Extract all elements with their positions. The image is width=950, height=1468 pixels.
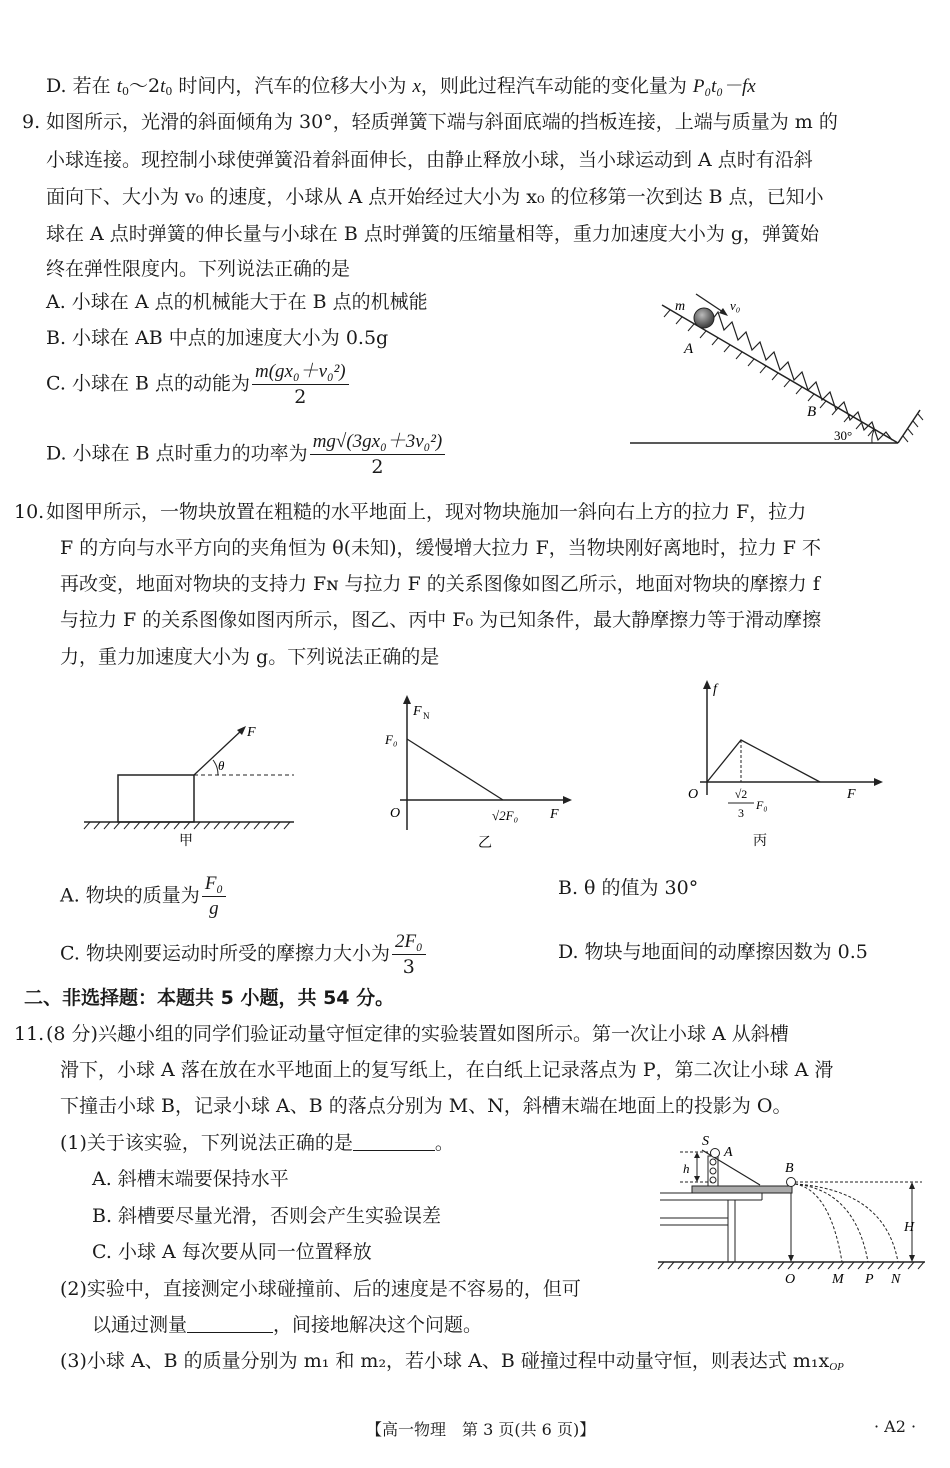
q8-d-expr: P₀t₀－fx (692, 76, 756, 97)
q8-d-x: x (412, 76, 421, 97)
bing-x-tick-den: 3 (738, 806, 744, 820)
q11-part2-pre: 以通过测量 (92, 1314, 188, 1336)
bing-x-label: F (847, 787, 856, 802)
q9-stem-line: 终在弹性限度内。下列说法正确的是 (46, 258, 351, 280)
q10-option-a[interactable] (60, 872, 228, 921)
q11-part2-line1: (2)实验中，直接测定小球碰撞前、后的速度是不容易的，但可 (60, 1278, 581, 1300)
q9-fig-v0-label: v₀ (730, 298, 741, 313)
q10-option-b[interactable]: B. θ 的值为 30° (558, 877, 699, 899)
q8-d-t0: t (116, 76, 122, 97)
q9-d-text: D. 小球在 B 点时重力的功率为 (46, 442, 308, 465)
q10-option-d[interactable]: D. 物块与地面间的动摩擦因数为 0.5 (558, 941, 868, 963)
q11-part1-prompt: (1)关于该实验，下列说法正确的是 (60, 1132, 353, 1154)
q11-part1-answer-blank[interactable] (353, 1132, 435, 1151)
q8-d-prefix: D. 若在 (46, 75, 117, 97)
q9-c-numerator: m(gx₀＋v₀²) (252, 360, 349, 385)
yi-y-label: F (413, 704, 422, 719)
bing-x-tick-suffix: F₀ (756, 798, 768, 812)
fig-H-label: H (904, 1220, 915, 1235)
q9-fig-b-label: B (807, 404, 817, 420)
q8-option-d: D. 若在 $t_0\sim 2t_0$ 时间内，汽车的位移大小为 x，则此过程汽车动能的变化量为 P₀t₀－fx (46, 75, 756, 98)
q9-c-denominator: 2 (294, 386, 307, 408)
q10-option-c[interactable] (60, 930, 428, 979)
q9-incline-figure (620, 290, 950, 460)
q9-d-denominator: 2 (371, 456, 384, 478)
q11-apparatus-figure (650, 1120, 950, 1295)
yi-x-tick: √2F₀ (492, 808, 519, 823)
fig-o-label: O (785, 1272, 796, 1287)
fig-a-label: A (724, 1145, 733, 1160)
fig-n-label: N (891, 1272, 901, 1287)
bing-x-tick-num: √2 (734, 787, 748, 801)
q10-a-text: A. 物块的质量为 (60, 884, 200, 907)
q9-option-b[interactable]: B. 小球在 AB 中点的加速度大小为 0.5g (46, 327, 389, 349)
section2-title: 二、非选择题：本题共 5 小题，共 54 分。 (24, 987, 395, 1009)
yi-y-tick: F₀ (385, 732, 398, 747)
q9-stem-line: 如图所示，光滑的斜面倾角为 30°，轻质弹簧下端与斜面底端的挡板连接，上端与质量为 m 的 (46, 111, 838, 133)
q9-fig-m-label: m (675, 299, 686, 314)
q10-stem-line: 再改变，地面对物块的支持力 Fɴ 与拉力 F 的关系图像如图乙所示，地面对物块的摩擦力 f (60, 573, 820, 595)
q10-a-numerator: F₀ (202, 872, 226, 897)
jia-theta-label: θ (218, 758, 225, 773)
q9-stem-line: 球在 A 点时弹簧的伸长量与小球在 B 点时弹簧的压缩量相等，重力加速度大小为 g，弹簧始 (46, 223, 820, 245)
q11-part1-option-b[interactable]: B. 斜槽要尽量光滑，否则会产生实验误差 (92, 1205, 442, 1227)
q10-number: 10. (14, 501, 45, 523)
fig-b-label: B (785, 1161, 794, 1176)
q11-part1 (60, 1131, 454, 1155)
q10-figure-yi (380, 695, 580, 855)
q10-c-denominator: 3 (402, 956, 415, 978)
q9-d-numerator: mg√(3gx₀＋3v₀²) (310, 430, 446, 455)
q10-stem-line: 如图甲所示，一物块放置在粗糙的水平地面上，现对物块施加一斜向右上方的拉力 F，拉力 (46, 501, 807, 523)
q11-part1-option-c[interactable]: C. 小球 A 每次要从同一位置释放 (92, 1241, 372, 1263)
q11-part2-post: ，间接地解决这个问题。 (273, 1314, 483, 1336)
q9-d-fraction (310, 430, 446, 479)
bing-caption: 丙 (753, 834, 767, 849)
jia-f-label: F (247, 725, 256, 740)
q9-number: 9. (22, 111, 41, 133)
jia-caption: 甲 (179, 834, 193, 849)
q11-part2-answer-blank[interactable] (187, 1314, 273, 1333)
yi-origin: O (390, 806, 401, 821)
fig-m-label: M (832, 1272, 844, 1287)
q11-part3-sub: OP (829, 1361, 844, 1373)
q11-stem-line: (8 分)兴趣小组的同学们验证动量守恒定律的实验装置如图所示。第一次让小球 A 从斜槽 (46, 1023, 789, 1045)
q9-option-c[interactable] (46, 360, 351, 409)
fig-h-label: h (683, 1161, 690, 1176)
q10-stem-line: 与拉力 F 的关系图像如图丙所示，图乙、丙中 F₀ 为已知条件，最大静摩擦力等于滑动摩擦 (60, 609, 822, 631)
yi-caption: 乙 (478, 836, 492, 851)
fig-p-label: P (865, 1272, 874, 1287)
q11-part3-line (60, 1349, 844, 1379)
q10-figure-bing (680, 675, 880, 855)
q9-c-fraction (252, 360, 349, 409)
q10-a-denominator: g (209, 898, 219, 919)
q9-c-text: C. 小球在 B 点的动能为 (46, 372, 250, 395)
q8-d-suffix: 时间内，汽车的位移大小为 (172, 75, 413, 97)
q11-stem-line: 滑下，小球 A 落在放在水平地面上的复写纸上，在白纸上记录落点为 P，第二次让小球 A 滑 (60, 1059, 834, 1081)
q9-stem-line: 小球连接。现控制小球使弹簧沿着斜面伸长，由静止释放小球，当小球运动到 A 点时有沿斜 (46, 149, 813, 171)
q10-a-fraction (202, 872, 226, 921)
q11-part1-option-a[interactable]: A. 斜槽末端要保持水平 (92, 1168, 289, 1190)
page-footer-code: · A2 · (874, 1417, 917, 1436)
q10-figure-jia (80, 720, 310, 850)
yi-y-sub: N (423, 711, 430, 721)
q9-option-a[interactable]: A. 小球在 A 点的机械能大于在 B 点的机械能 (46, 291, 428, 313)
q11-part3-text: (3)小球 A、B 的质量分别为 m₁ 和 m₂，若小球 A、B 碰撞过程中动量守恒，则表达式 m₁x (60, 1350, 830, 1372)
q11-stem-line: 下撞击小球 B，记录小球 A、B 的落点分别为 M、N，斜槽末端在地面上的投影为 O。 (60, 1095, 792, 1117)
q10-c-numerator: 2F₀ (392, 930, 426, 955)
q11-number: 11. (14, 1023, 45, 1045)
bing-y-label: f (713, 682, 717, 697)
q8-d-suffix2: ，则此过程汽车动能的变化量为 (420, 75, 693, 97)
q10-stem-line: 力，重力加速度大小为 g。下列说法正确的是 (60, 646, 440, 668)
q10-c-fraction (392, 930, 426, 979)
q9-stem-line: 面向下、大小为 v₀ 的速度，小球从 A 点开始经过大小为 x₀ 的位移第一次到达 B 点，已知小 (46, 186, 824, 208)
q10-stem-line: F 的方向与水平方向的夹角恒为 θ(未知)，缓慢增大拉力 F，当物块刚好离地时，拉力 F 不 (60, 537, 822, 559)
q11-part1-end: 。 (434, 1132, 454, 1154)
q8-d-mid: ～2 (128, 75, 161, 97)
yi-x-label: F (550, 807, 559, 822)
q9-fig-a-label: A (684, 341, 694, 357)
bing-origin: O (688, 787, 699, 802)
fig-s-label: S (702, 1134, 709, 1149)
page-footer-title: 【高一物理 第 3 页(共 6 页)】 (366, 1420, 596, 1439)
q9-option-d[interactable] (46, 430, 447, 479)
q9-fig-angle-label: 30° (834, 428, 853, 443)
q10-c-text: C. 物块刚要运动时所受的摩擦力大小为 (60, 942, 390, 965)
q11-part2-line2 (92, 1313, 482, 1337)
